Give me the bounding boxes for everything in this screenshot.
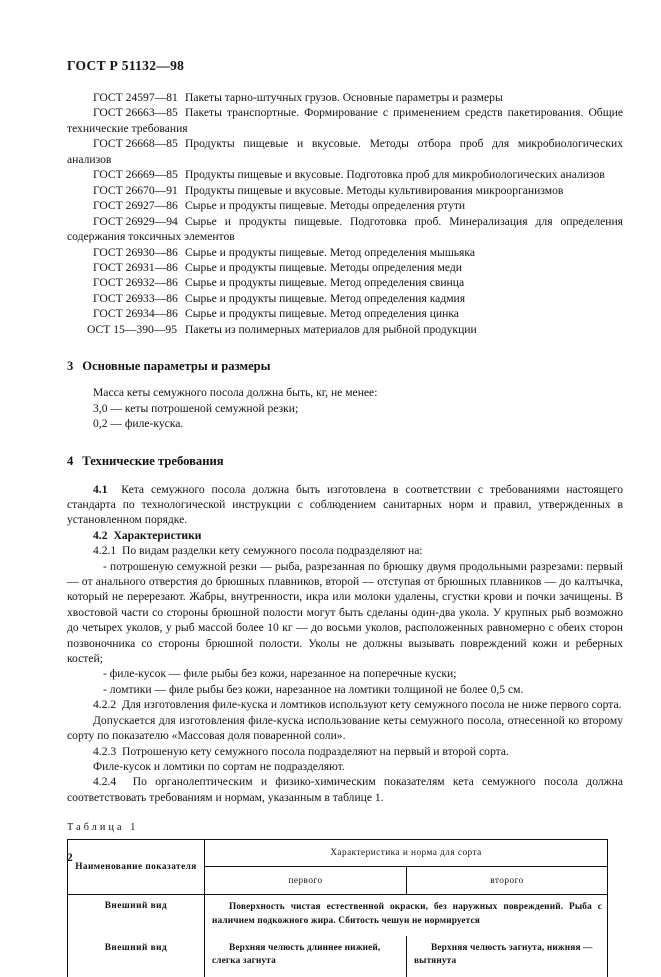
clause-4-2-2-note: Допускается для изготовления филе-куска использование кеты семужного посола, отнесенной ко второму сорту по показателю «Массовая доля поваренной соли». [67,713,623,743]
reference-code-slot [67,260,185,275]
section-4-heading [67,453,623,469]
clause-4-2-4-number: 4.2.4 [93,775,117,789]
section-3-heading [67,358,623,374]
reference-text: Сырье и продукты пищевые. Метод определения мышьяка [185,245,475,259]
reference-code-slot [67,306,185,321]
reference-code: ГОСТ 26663—85 [93,106,178,120]
reference-item [67,306,623,321]
table-cell-value-second-grade: Верхняя челюсть загнута, нижняя — вытянута [407,936,608,977]
reference-code-slot [67,90,185,105]
reference-code-slot [67,198,185,213]
clause-4-2-heading [67,528,623,543]
reference-item [67,90,623,105]
section-4 [67,453,623,806]
reference-text: Сырье и продукты пищевые. Методы определения меди [185,260,462,274]
normative-references-list [67,90,623,337]
reference-item [67,245,623,260]
reference-code: ОСТ 15—390—95 [87,322,177,336]
reference-item [67,136,623,167]
reference-text: Продукты пищевые и вкусовые. Методы культивирования микроорганизмов [185,183,564,197]
reference-text: Пакеты тарно-штучных грузов. Основные параметры и размеры [185,91,503,104]
reference-code: ГОСТ 26930—86 [93,245,178,259]
reference-text: Сырье и продукты пищевые. Метод определения свинца [185,276,465,290]
discard-type-fillet-piece: - филе-кусок — филе рыбы без кожи, нарезанное на поперечные куски; [103,667,457,681]
table-header-grade-first: первого [205,867,407,895]
reference-code-slot [67,183,185,198]
clause-4-2-1-text: По видам разделки кету семужного посола подразделяют на: [121,544,423,558]
table-row [68,936,608,977]
reference-item [67,167,623,182]
section-4-title: Технические требования [82,453,224,468]
discard-type-slices: - ломтики — филе рыбы без кожи, нарезанное на ломтики толщиной не более 0,5 см. [103,682,524,696]
reference-item [67,291,623,306]
reference-text: Сырье и продукты пищевые. Метод определения кадмия [185,291,466,305]
reference-text: Сырье и продукты пищевые. Методы определения ртути [185,199,466,213]
table-row [68,895,608,936]
table-header [68,840,608,895]
reference-code-slot [67,275,185,290]
reference-item [67,198,623,213]
clause-4-2-4 [67,774,623,805]
reference-code: ГОСТ 26668—85 [93,137,178,151]
clause-4-2-number: 4.2 [93,528,108,542]
clause-4-2-1-number: 4.2.1 [93,544,117,558]
reference-code: ГОСТ 26669—85 [93,168,178,182]
table-header-row-top [68,840,608,867]
reference-item [67,183,623,198]
clause-4-2-4-text: По органолептическим и физико-химическим показателям кета семужного посола должна соответствовать требованиям и нормам, указанным в таблице 1. [67,775,623,804]
reference-code: ГОСТ 26670—91 [93,183,178,197]
reference-code-slot [67,291,185,306]
page-number: 2 [67,852,73,864]
clause-4-2-3-text: Потрошеную кету семужного посола подразделяют на первый и второй сорта. [121,744,509,758]
section-4-number: 4 [67,453,74,468]
reference-code: ГОСТ 26929—94 [93,214,178,228]
reference-item [67,105,623,136]
table-cell-indicator: Внешний вид [68,895,205,936]
mass-item: 3,0 — кеты потрошеной семужной резки; [93,401,299,415]
clause-4-1-text: Кета семужного посола должна быть изготовлена в соответствии с требованиями настоящего стандарта по технологической инструкции с соблюдением санитарных норм и правил, утвержденных в установленном порядке. [67,482,623,527]
clause-4-1 [67,482,623,528]
section-3 [67,358,623,431]
clause-4-2-2 [67,697,623,712]
clause-4-2-3-note: Филе-кусок и ломтики по сортам не подразделяют. [93,759,345,773]
table-cell-value-first-grade: Верхняя челюсть длиннее нижней, слегка загнута [205,936,407,977]
clause-4-2-3-number: 4.2.3 [93,744,117,758]
reference-item [67,260,623,275]
running-header: ГОСТ Р 51132—98 [67,58,185,73]
reference-item [67,322,623,337]
clause-4-2-title: Характеристики [113,528,202,542]
table-header-grade-span: Характеристика и норма для сорта [205,840,608,867]
reference-code: ГОСТ 26934—86 [93,307,178,321]
table-cell-value-both-grades: Поверхность чистая естественной окраски, без наружных повреждений. Рыба с наличием подкожного жира. Сбитость чешуи не нормируется [205,895,608,936]
reference-item [67,275,623,290]
section-4-body [67,482,623,806]
reference-item [67,214,623,245]
reference-code: ГОСТ 26933—86 [93,291,178,305]
table-header-indicator-name: Наименование показателя [68,840,205,895]
table-header-grade-second: второго [407,867,608,895]
section-3-number: 3 [67,359,74,374]
mass-item: 0,2 — филе-куска. [93,417,184,431]
reference-text: Сырье и продукты пищевые. Подготовка проб. Минерализация для определения содержания токсичных элементов [67,214,623,244]
reference-code: ГОСТ 26927—86 [93,199,178,213]
reference-code-slot [67,136,185,151]
section-3-title: Основные параметры и размеры [82,359,271,374]
reference-code-slot [67,105,185,120]
table-caption: Таблица 1 [67,822,139,834]
reference-code: ГОСТ 26932—86 [93,276,178,290]
clause-4-2-3 [67,744,623,759]
reference-text: Сырье и продукты пищевые. Метод определения цинка [185,307,459,321]
reference-text: Пакеты транспортные. Формирование с применением средств пакетирования. Общие технические требования [67,106,623,135]
reference-code-slot [67,214,185,229]
requirements-table [67,839,608,977]
mass-intro: Масса кеты семужного посола должна быть, кг, не менее: [93,386,378,400]
page-body [67,90,623,977]
reference-text: Продукты пищевые и вкусовые. Подготовка проб для микробиологических анализов [185,168,605,182]
clause-4-1-number: 4.1 [93,482,108,496]
clause-4-2-2-text: Для изготовления филе-куска и ломтиков используют кету семужного посола не ниже первого сорта. [121,698,622,712]
section-3-parameters [67,385,623,431]
table-body [68,895,608,977]
clause-4-2-2-number: 4.2.2 [93,698,117,712]
reference-code-slot [67,322,185,337]
reference-code: ГОСТ 26931—86 [93,260,178,274]
reference-code-slot [67,245,185,260]
discard-type-gutted: - потрошеную семужной резки — рыба, разрезанная по брюшку двумя продольными разрезами: первый — от анального отверстия до брюшных плавников, второй — отступая от брюшных плавников — до калтычка, который не перерезают. Жабры, внутренности, икра или молоки удалены, сгустки крови и почки зачищены. В хвостовой части со стороны брюшной полости могут быть сделаны один-два укола. У крупных рыб возможно до четырех уколов, у рыб массой более 10 кг — до восьми уколов, расположенных равномерно с обеих сторон позвоночника со стороны брюшной полости. Уколы не должны вызывать повреждений кожи и реберных костей; [67,559,623,666]
reference-code: ГОСТ 24597—81 [93,91,178,104]
reference-code-slot [67,167,185,182]
table-cell-indicator: Внешний вид [68,936,205,977]
reference-text: Продукты пищевые и вкусовые. Методы отбора проб для микробиологических анализов [67,137,623,166]
reference-text: Пакеты из полимерных материалов для рыбной продукции [185,322,477,336]
clause-4-2-1 [67,543,623,558]
